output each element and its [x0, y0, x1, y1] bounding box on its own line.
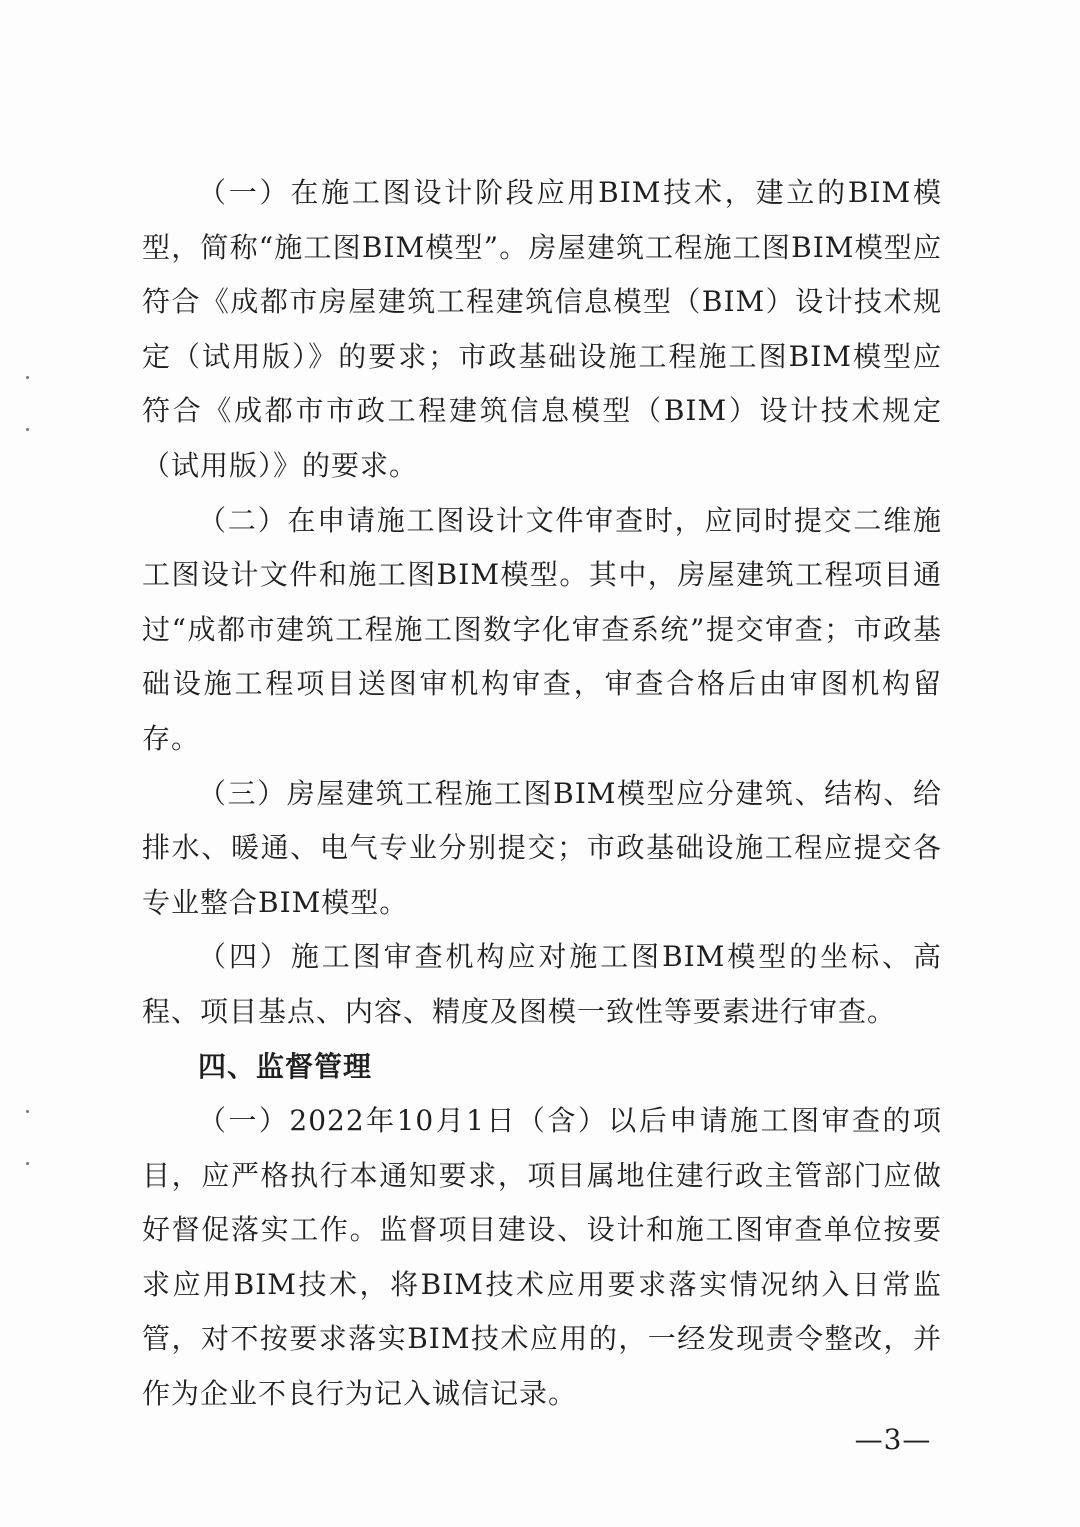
paragraph-4: （四）施工图审查机构应对施工图BIM模型的坐标、高程、项目基点、内容、精度及图模一致性等要素进行审查。 — [142, 940, 942, 1028]
scan-speck — [26, 428, 29, 431]
scan-speck — [26, 376, 29, 379]
scan-speck — [26, 1110, 29, 1113]
section-paragraph-1: （一）2022年10月1日（含）以后申请施工图审查的项目，应严格执行本通知要求，项目属地住建行政主管部门应做好督促落实工作。监督项目建设、设计和施工图审查单位按要求应用BIM技术，将BIM技术应用要求落实情况纳入日常监管，对不按要求落实BIM技术应用的，一经发现责令整改，并作为企业不良行为记入诚信记录。 — [142, 1104, 942, 1411]
section-heading: 四、监督管理 — [198, 1049, 373, 1083]
scan-speck — [26, 1162, 29, 1165]
paragraph-1: （一）在施工图设计阶段应用BIM技术，建立的BIM模型，简称“施工图BIM模型”。房屋建筑工程施工图BIM模型应符合《成都市房屋建筑工程建筑信息模型（BIM）设计技术规定（试用版）》的要求；市政基础设施工程施工图BIM模型应符合《成都市市政工程建筑信息模型（BIM）设计技术规定（试用版）》的要求。 — [142, 176, 942, 482]
paragraph-2: （二）在申请施工图设计文件审查时，应同时提交二维施工图设计文件和施工图BIM模型。其中，房屋建筑工程项目通过“成都市建筑工程施工图数字化审查系统”提交审查；市政基础设施工程项目送图审机构审查，审查合格后由审图机构留存。 — [142, 503, 942, 755]
document-body — [142, 166, 942, 1422]
paragraph-3: （三）房屋建筑工程施工图BIM模型应分建筑、结构、给排水、暖通、电气专业分别提交；市政基础设施工程应提交各专业整合BIM模型。 — [142, 776, 942, 919]
page-number: —3— — [854, 1423, 932, 1456]
